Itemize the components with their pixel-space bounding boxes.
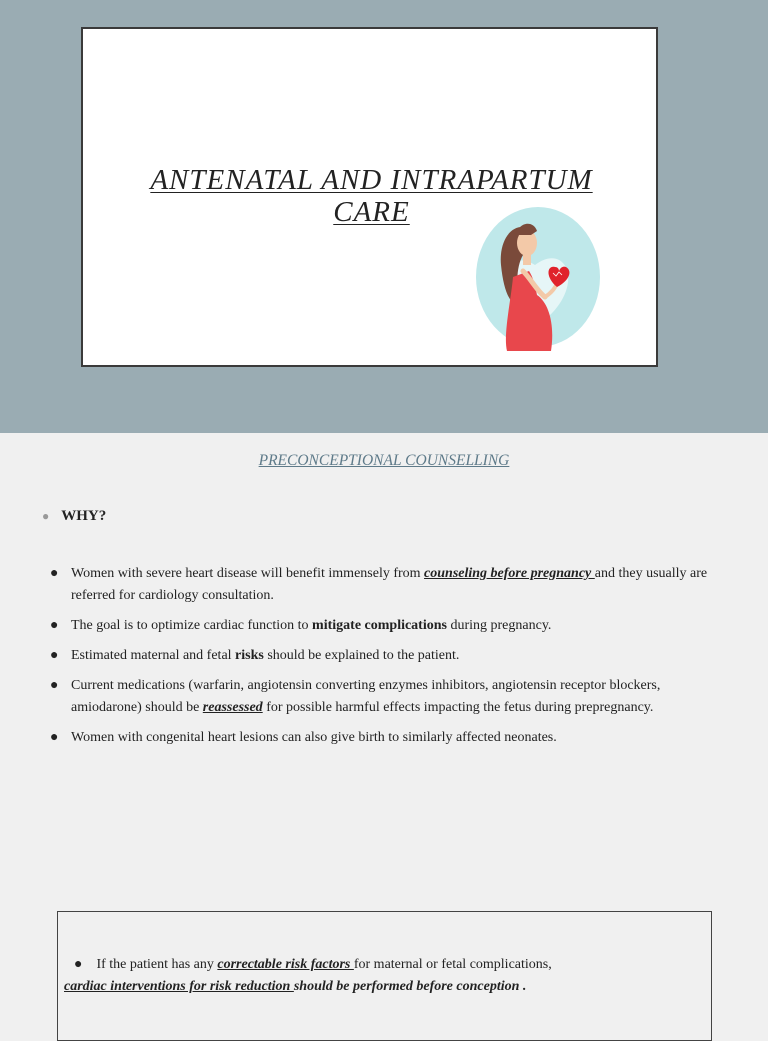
title-slide [0, 0, 768, 433]
emphasis-text: cardiac interventions for risk reduction [64, 979, 294, 994]
box-text: If the patient has any [96, 957, 218, 972]
bullet-text: Women with congenital heart lesions can also give birth to similarly affected neonates. [71, 730, 557, 745]
bullet-text: should be explained to the patient. [263, 648, 460, 663]
bullet-text: Women with severe heart disease will benefit immensely from [71, 566, 425, 581]
box-line-1 [64, 954, 714, 976]
bullet-text: for possible harmful effects impacting the fetus during prepregnancy. [262, 700, 654, 715]
box-line-2 [64, 976, 704, 998]
risk-factor-box [57, 911, 712, 1041]
list-item [50, 645, 718, 667]
section-heading: PRECONCEPTIONAL COUNSELLING [258, 452, 510, 469]
bullet-icon: ● [50, 648, 59, 663]
bullet-icon: ● [50, 618, 59, 633]
bullet-icon: ● [74, 957, 83, 972]
bold-text: risks [235, 648, 264, 663]
bold-text: mitigate complications [312, 618, 447, 633]
title-line-1: ANTENATAL AND INTRAPARTUM [150, 164, 593, 196]
pregnant-woman-heart-illustration [473, 205, 603, 353]
bullet-text: Estimated maternal and fetal [71, 648, 236, 663]
bullet-icon: ● [50, 566, 59, 581]
box-text: for maternal or fetal complications, [353, 957, 552, 972]
bullet-text: during pregnancy. [446, 618, 552, 633]
title-line-2: CARE [333, 196, 410, 228]
emphasis-text: counseling before pregnancy [424, 566, 595, 581]
emphasis-text: correctable risk factors [217, 957, 354, 972]
bullet-text: The goal is to optimize cardiac function to [71, 618, 313, 633]
why-label: WHY? [61, 508, 107, 524]
content-slide [0, 433, 768, 1024]
bullet-dot-icon: ● [42, 509, 50, 523]
bullet-icon: ● [50, 730, 59, 745]
list-item [50, 727, 718, 749]
bullet-list [50, 563, 718, 757]
list-item [50, 675, 718, 719]
title-card [81, 27, 658, 367]
why-bullet [42, 508, 106, 525]
emphasis-text: reassessed [202, 700, 263, 715]
bullet-text: Current medications (warfarin, angiotensin converting enzymes inhibitors, angiotensin receptor blockers, amiodarone) should be [71, 678, 661, 715]
list-item [50, 563, 718, 607]
bold-italic-text: should be performed before conception . [293, 979, 527, 994]
bullet-icon: ● [50, 678, 59, 693]
list-item [50, 615, 718, 637]
bullet-text: and they usually are referred for cardiology consultation. [71, 566, 708, 603]
